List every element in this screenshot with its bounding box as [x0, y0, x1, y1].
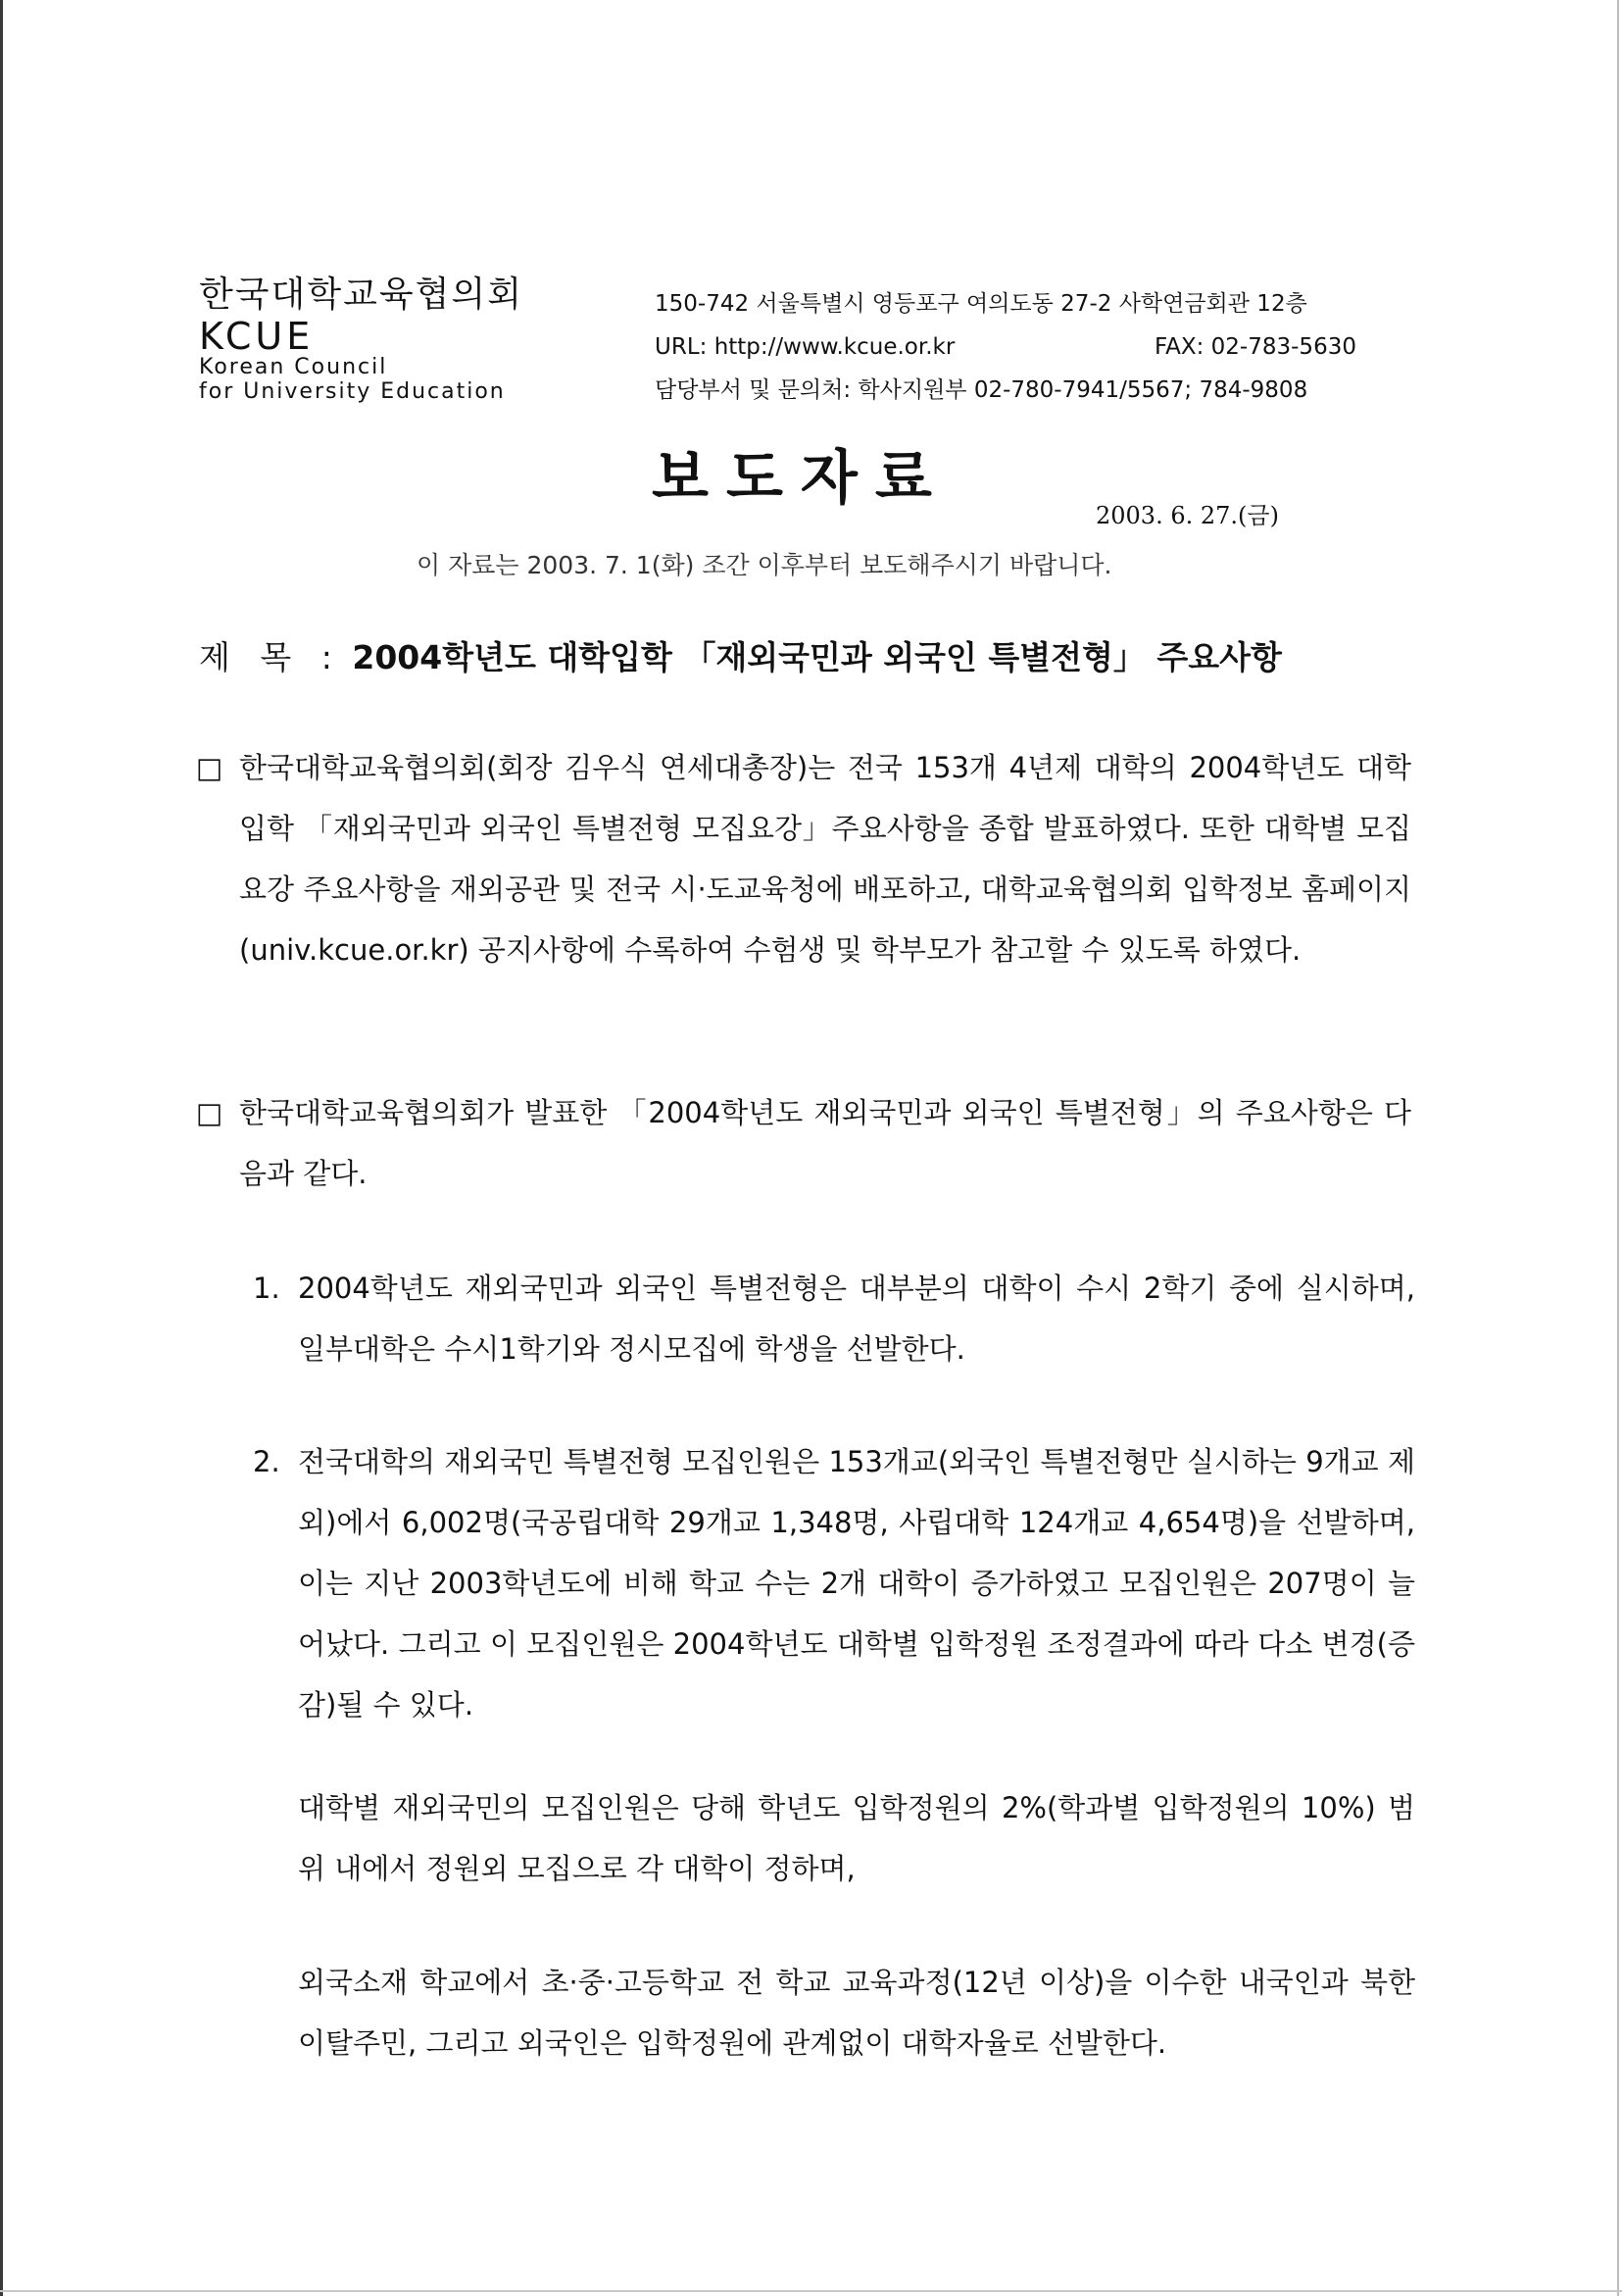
contact-line: 담당부서 및 문의처: 학사지원부 02-780-7941/5567; 784-9808 [655, 377, 1308, 403]
item-text: 2004학년도 재외국민과 외국인 특별전형은 대부분의 대학이 수시 2학기 중에 실시하며, 일부대학은 수시1학기와 정시모집에 학생을 선발한다. [298, 1272, 1415, 1366]
url-fax-line [655, 325, 1400, 369]
paragraph-text: 한국대학교육협의회(회장 김우식 연세대총장)는 전국 153개 4년제 대학의 2004학년도 대학입학 「재외국민과 외국인 특별전형 모집요강」주요사항을 종합 발표하였다. 또한 대학별 모집요강 주요사항을 재외공관 및 전국 시·도교육청에 배포하고, 대학교육협의회 입학정보 홈페이지(univ.kcue.or.kr) 공지사항에 수록하여 수험생 및 학부모가 참고할 수 있도록 하였다. [239, 751, 1411, 967]
subject-text: 2004학년도 대학입학 「재외국민과 외국인 특별전형」 주요사항 [352, 638, 1282, 676]
contact-block [655, 282, 1400, 412]
release-date: 2003. 6. 27.(금) [1096, 502, 1279, 529]
url-text: URL: http://www.kcue.or.kr [655, 334, 956, 360]
checkbox-bullet-icon: □ [196, 751, 223, 784]
org-name-kr: 한국대학교육협의회 [199, 275, 523, 315]
paragraph-text: 한국대학교육협의회가 발표한 「2004학년도 재외국민과 외국인 특별전형」의 주요사항은 다음과 같다. [239, 1096, 1411, 1190]
embargo-notice: 이 자료는 2003. 7. 1(화) 조간 이후부터 보도해주시기 바랍니다. [417, 551, 1112, 579]
subject-label: 제 목 : [199, 638, 342, 676]
item-text: 전국대학의 재외국민 특별전형 모집인원은 153개교(외국인 특별전형만 실시하는 9개교 제외)에서 6,002명(국공립대학 29개교 1,348명, 사립대학 124개교 4,654명)을 선발하며, 이는 지난 2003학년도에 비해 학교 수는 2개 대학이 증가하였고 모집인원은 207명이 늘어났다. 그리고 이 모집인원은 2004학년도 대학별 입학정원 조정결과에 따라 다소 변경(증감)될 수 있다. [298, 1445, 1415, 1722]
paragraph-1 [196, 737, 1411, 980]
org-name-en-line1: Korean Council [199, 355, 388, 379]
address-line: 150-742 서울특별시 영등포구 여의도동 27-2 사학연금회관 12층 [655, 291, 1307, 317]
org-logo-block [199, 275, 611, 404]
page-title: 보도자료 [652, 444, 950, 513]
page-bottom-edge [0, 2290, 1622, 2292]
page-right-edge [1617, 0, 1619, 2296]
note-paragraph-2: 외국소재 학교에서 초·중·고등학교 전 학교 교육과정(12년 이상)을 이수한 내국인과 북한이탈주민, 그리고 외국인은 입학정원에 관계없이 대학자율로 선발한다. [298, 1966, 1415, 2060]
fax-text: FAX: 02-783-5630 [1155, 334, 1356, 360]
numbered-item-2 [253, 1431, 1415, 1735]
subject-line [199, 632, 1282, 678]
item-number: 1. [253, 1272, 280, 1305]
paragraph-2 [196, 1082, 1411, 1204]
item-number: 2. [253, 1445, 280, 1478]
numbered-item-1 [253, 1258, 1415, 1379]
page-left-edge [0, 0, 3, 2296]
org-name-en-line2: for University Education [199, 379, 506, 404]
note-paragraph-1: 대학별 재외국민의 모집인원은 당해 학년도 입학정원의 2%(학과별 입학정원의 10%) 범위 내에서 정원외 모집으로 각 대학이 정하며, [298, 1791, 1415, 1885]
org-abbr: KCUE [199, 315, 315, 358]
checkbox-bullet-icon: □ [196, 1096, 223, 1129]
